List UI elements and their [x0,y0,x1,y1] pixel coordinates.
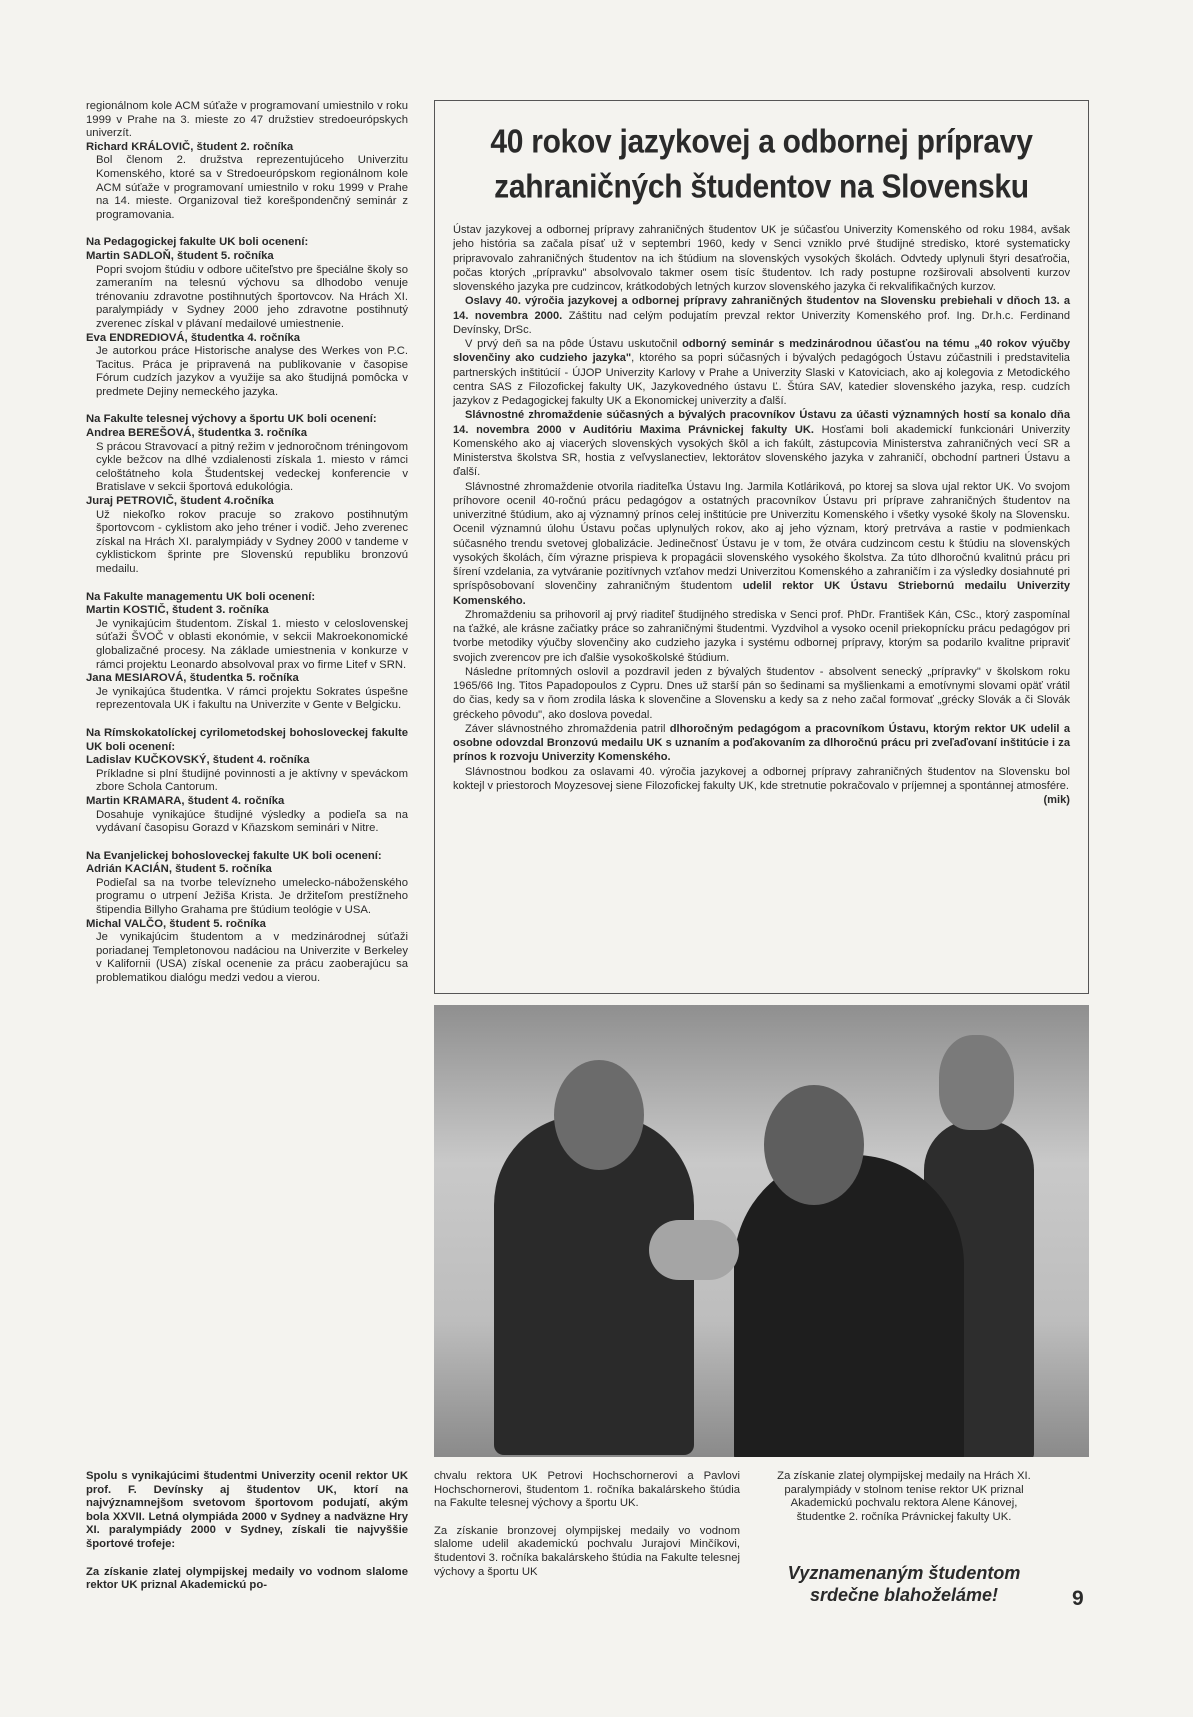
paragraph: Príkladne si plní študijné povinnosti a je aktívny v speváckom zbore Schola Cantorum. [96,767,408,794]
paragraph: S prácou Stravovací a pitný režim v jednoročnom tréningovom cykle bežcov na dlhé vzdialenosti získala 1. miesto v rámci celoštátneho kola Študentskej vedeckej konferencie v Bratislave v sekcii športová edukológia. [96,440,408,494]
faculty-heading: Na Fakulte managementu UK boli ocenení: [86,590,316,603]
article-paragraph: Ústav jazykovej a odbornej prípravy zahraničných študentov UK je súčasťou Univerzity Komenského od roku 1984, avšak jeho história sa začala písať už v septembri 1960, kedy v Senci vzniklo prvé študijné stredisko, ktoré systematicky pripravovalo zahraničných študentov na ich štúdium na slovenských vysokých školách. Odvtedy uplynuli štyri desaťročia, počas ktorých „prípravku" absolvovalo takmer osem tisíc študentov. Ich rady postupne rozširovali absolventi kurzov slovenského jazyka pre cudzincov, krátkodobých letných kurzov slovenského jazyka či rekvalifikačných kurzov. [453,224,1070,293]
student-name: Adrián KACIÁN, študent 5. ročníka [86,863,272,876]
bottom-column-2 [434,1470,740,1579]
paragraph: Bol členom 2. družstva reprezentujúceho Univerzitu Komenského, ktoré sa v Stredoeurópskom regionálnom kole ACM súťaže v programovaní umiestnilo v roku 1999 v Prahe na 14. mieste. Organizoval tiež korešpondenčný seminár z programovania. [96,154,408,221]
article-paragraph: Slávnostné zhromaždenie otvorila riaditeľka Ústavu Ing. Jarmila Kotláriková, po ktorej sa slova ujal rektor UK. Vo svojom príhovore ocenil 40-ročnú prácu pedagógov a ostatných pracovníkov Ústavu pri príprave zahraničných študentov na univerzitné štúdium, ako aj významný prínos celej inštitúcie pre Univerzitu Komenského i všetky vysoké školy na Slovensku. Ocenil významnú úlohu Ústavu počas uplynulých rokov, ako aj jeho význam, ktorý pretrváva a rastie v podmienkach súčasného trendu svetovej globalizácie. Jedinečnosť Ústavu je v tom, že otvára cudzincom cestu k štúdiu na slovenských vysokých školách, čím výrazne prispieva k propagácii slovenského vysokého školstva. Za túto dlhoročnú kvalitnú prácu pri šírení vzdelania, za vytváranie pozitívnych vzťahov medzi Univerzitou Komenského a zahraničím i za výsledky dosiahnuté pri spríspôsobovaní slovenčiny zahraničným študentom udelil rektor UK Ústavu Striebornú medailu Univerzity Komenského. [453,480,1070,607]
article-title [449,120,1074,210]
article-paragraph: Slávnostnou bodkou za oslavami 40. výročia jazykovej a odbornej prípravy zahraničných študentov na Slovensku bol koktejl v priestoroch Moyzesovej siene Filozofickej fakulty UK, kde stretnutie pokračovalo v príjemnej a spontánnej atmosfére. (mik) [453,765,1070,806]
bottom-column-3 [768,1470,1040,1524]
spacer [434,1511,740,1525]
article-paragraph: Zhromaždeniu sa prihovoril aj prvý riaditeľ študijného strediska v Senci prof. PhDr. František Kán, CSc., ktorý zaspomínal na ťažké, ale krásne začiatky práce so zahraničnými študentmi. Vyzdvihol a vysoko ocenil priekopnícku prácu pedagógov pri tvorbe metodiky výučby slovenčiny ako cudzieho jazyka i systému odbornej prípravy, ktorým sa podarilo kvalitne pripraviť svojich zverencov pre ich ďalšie vysokoškolské štúdium. [453,608,1070,664]
student-name: Martin KOSTIČ, študent 3. ročníka [86,604,269,617]
faculty-heading: Na Rímskokatolíckej cyrilometodskej bohosloveckej fakulte UK boli ocenení: [86,726,408,753]
student-name: Eva ENDREDIOVÁ, študentka 4. ročníka [86,331,301,344]
spacer [86,836,408,850]
person-right-head [939,1035,1014,1130]
bottom-para: chvalu rektora UK Petrovi Hochschornerovi a Pavlovi Hochschornerovi, študentom 1. ročníka bakalárskeho štúdia na Fakulte telesnej výchovy a športu UK. [434,1470,740,1510]
left-column [86,100,408,986]
author-signature: (mik) [1043,794,1070,806]
student-name: Michal VALČO, študent 5. ročníka [86,917,266,930]
bottom-column-1 [86,1470,408,1593]
page-number: 9 [1072,1587,1084,1610]
paragraph: Podieľal sa na tvorbe televízneho umelecko-náboženského programu o utrpení Ježiša Krista. Je držiteľom prestížneho štipendia Billyho Grahama pre štúdium teológie v USA. [96,876,408,917]
paragraph: Je vynikajúcim študentom. Získal 1. miesto v celoslovenskej súťaži ŠVOČ v oblasti ekonómie, v sekcii Makroekonomické globalizačné procesy. Na základe umiestnenia v konkurze v rámci projektu Leonardo absolvoval prax vo firme Litef v SRN. [96,617,408,671]
spacer [86,222,408,236]
student-name: Andrea BEREŠOVÁ, študentka 3. ročníka [86,427,307,440]
ceremony-photo [434,1005,1089,1457]
title-line-2: zahraničných študentov na Slovensku [494,168,1029,206]
person-left-head [554,1060,644,1170]
bottom-para: Za získanie zlatej olympijskej medaily na Hrách XI. paralympiády v stolnom tenise rektor UK priznal Akademickú pochvalu rektora Alene Kánovej, študentke 2. ročníka Právnickej fakulty UK. [777,1470,1031,1523]
slogan-line-2: srdečne blahoželáme! [809,1585,999,1605]
bottom-para: Spolu s vynikajúcimi študentmi Univerzity ocenil rektor UK prof. F. Devínsky aj študentov UK, ktorí na najvýznamnejšom svetovom športovom podujatí, akým bola XXVII. Letná olympiáda 2000 v Sydney a nadväzne Hry XI. paralympiády 2000 v Sydney, získali tie najvyššie športové trofeje: [86,1470,408,1550]
spacer [86,399,408,413]
spacer [86,713,408,727]
faculty-heading: Na Fakulte telesnej výchovy a športu UK boli ocenení: [86,413,377,426]
faculty-heading: Na Pedagogickej fakulte UK boli ocenení: [86,236,309,249]
article-paragraph: Oslavy 40. výročia jazykovej a odbornej prípravy zahraničných študentov na Slovensku prebiehali v dňoch 13. a 14. novembra 2000. Záštitu nad celým podujatím prevzal rektor Univerzity Komenského prof. Ing. Dr.h.c. Ferdinand Devínsky, DrSc. [453,295,1071,336]
article-paragraph: Záver slávnostného zhromaždenia patril dlhoročným pedagógom a pracovníkom Ústavu, ktorým rektor UK udelil a osobne odovzdal Bronzovú medailu UK s uznaním a poďakovaním za dlhoročnú prácu pri zveľaďovaní inštitúcie i za prínos k rozvoju Univerzity Komenského. [453,722,1070,764]
article-box [434,100,1089,994]
person-center-head [764,1085,864,1205]
person-center [734,1155,964,1457]
bottom-para: Za získanie zlatej olympijskej medaily vo vodnom slalome rektor UK priznal Akademickú po- [86,1565,408,1592]
student-name: Juraj PETROVIČ, študent 4.ročníka [86,495,274,508]
paragraph: Už niekoľko rokov pracuje so zrakovo postihnutým športovcom - cyklistom ako jeho tréner i vodič. Jeho zverenec získal na Hrách XI. paralympiády v Sydney 2000 v tandeme v cyklistickom šprinte pre Slovenskú republiku bronzovú medailu. [96,508,408,575]
paragraph: Je vynikajúca študentka. V rámci projektu Sokrates úspešne reprezentovala UK i fakultu na Univerzite v Gente v Belgicku. [96,685,408,712]
bottom-para: Za získanie bronzovej olympijskej medaily vo vodnom slalome udelil akademickú pochvalu Jurajovi Minčíkovi, študentovi 3. ročníka bakalárskeho štúdia na Fakulte telesnej výchovy a športu UK [434,1524,740,1578]
spacer [86,577,408,591]
slogan-line-1: Vyznamenaným študentom [787,1563,1021,1583]
student-name: Jana MESIAROVÁ, študentka 5. ročníka [86,672,299,685]
student-name: Richard KRÁLOVIČ, študent 2. ročníka [86,140,294,153]
article-paragraph: Následne prítomných oslovil a pozdravil jeden z bývalých študentov - absolvent senecký „prípravky" v školskom roku 1965/66 Ing. Titos Papadopoulos z Cypru. Dnes už starší pán so šedinami sa myšlienkami a emotívnymi slovami opäť vrátil do čias, kedy sa v ňom zrodila láska k slovenčine a Slovensku a kedy sa z neho začal formovať „grécky Slovák a či Slovák gréckeho pôvodu", ako doslova povedal. [453,665,1070,721]
spacer [86,1552,408,1566]
handshake [649,1220,739,1280]
article-paragraph: Slávnostné zhromaždenie súčasných a bývalých pracovníkov Ústavu za účasti významných hostí sa konalo dňa 14. novembra 2000 v Auditóriu Maxima Právnickej fakulty UK. Hosťami boli akademickí funkcionári Univerzity Komenského ako aj viacerých slovenských vysokých škôl a ich fakúlt, zástupcovia Ministerstva zahraničných vecí SR a Ministerstva školstva SR, hostia z veľvyslanectiev, lektorátov slovenského jazyka v zahraničí, obchodní partneri Ústavu a ďalší. [453,409,1070,479]
paragraph: Je vynikajúcim študentom a v medzinárodnej súťaži poriadanej Templetonovou nadáciou na Univerzite v Berkeley v Kalifornii (USA) získal ocenenie za prácu zaoberajúcu sa problematikou dialógu medzi vedou a vierou. [96,931,408,985]
paragraph: Dosahuje vynikajúce študijné výsledky a podieľa sa na vydávaní časopisu Gorazd v Kňazskom seminári v Nitre. [96,808,408,835]
article-paragraph: V prvý deň sa na pôde Ústavu uskutočnil odborný seminár s medzinárodnou účasťou na tému „40 rokov výučby slovenčiny ako cudzieho jazyka", ktorého sa popri súčasných i bývalých pedagógoch Ústavu zúčastnili i predstavitelia partnerských inštitúcií - ÚJOP Univerzity Karlovy v Prahe a Univerzity Slaski v Katoviciach, ako aj kolegovia z Metodického centra SAS z Filozofickej fakulty UK, Jazykovedného ústavu Ľ. Štúra SAV, katedier slovenského jazyka, resp. cudzích jazykov z Pedagogickej fakulty UK a Ekonomickej univerzity a ďalší. [453,338,1070,407]
paragraph: Je autorkou práce Historische analyse des Werkes von P.C. Tacitus. Práca je pripravená na publikovanie v časopise Fórum cudzích jazykov a využije sa ako študijná pomôcka v predmete Dejiny nemeckého jazyka. [96,345,408,398]
faculty-heading: Na Evanjelickej bohosloveckej fakulte UK boli ocenení: [86,849,382,862]
student-name: Martin SADLOŇ, študent 5. ročníka [86,249,274,262]
student-name: Martin KRAMARA, študent 4. ročníka [86,794,285,807]
student-name: Ladislav KUČKOVSKÝ, študent 4. ročníka [86,754,310,767]
article-body [449,223,1074,806]
paragraph: Popri svojom štúdiu v odbore učiteľstvo pre špeciálne školy so zameraním na telesnú výchovu sa dlhodobo venuje trénovaniu zdravotne postihnutých športovcov. Na Hrách XI. paralympiády v Sydney 2000 jeho zdravotne postihnutý zverenec získal v plávaní medailové umiestnenie. [96,263,408,330]
title-line-1: 40 rokov jazykovej a odbornej prípravy [490,123,1033,161]
paragraph: regionálnom kole ACM súťaže v programovaní umiestnilo v roku 1999 v Prahe na 3. mieste zo 47 družstiev stredoeurópskych univerzít. [86,100,408,140]
congratulation-slogan [768,1562,1040,1606]
